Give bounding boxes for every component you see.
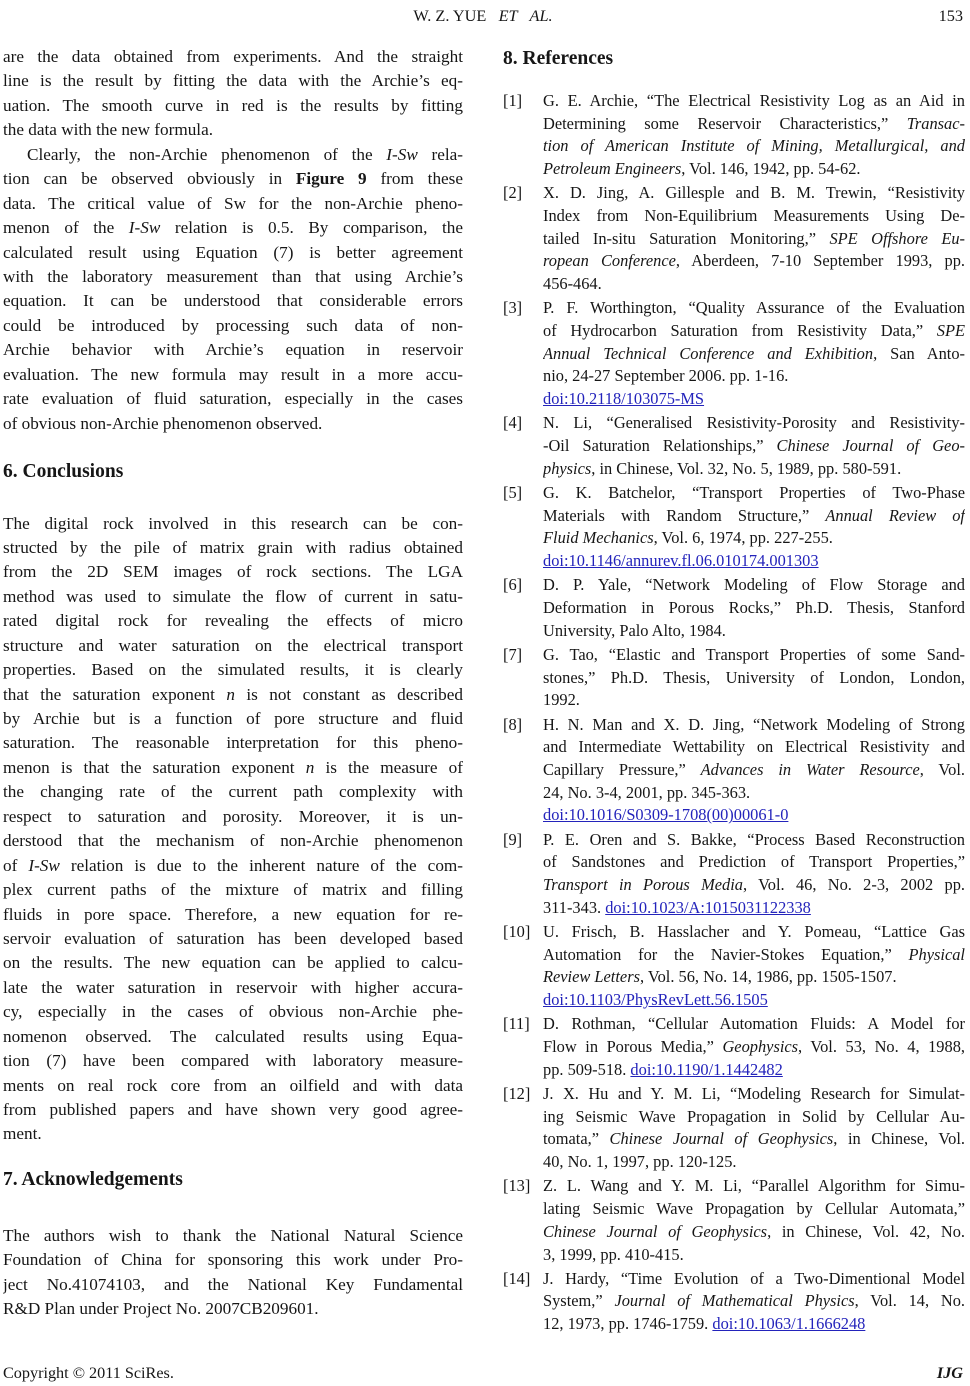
text-line: rated digital rock for revealing the effects of micro: [3, 611, 463, 631]
text-line: Flow in Porous Media,” Geophysics, Vol. 53, No. 4, 1988,: [543, 1037, 965, 1057]
running-title: W. Z. YUE ET AL.: [413, 6, 553, 25]
reference-label: [9]: [503, 829, 523, 849]
reference-label: [11]: [503, 1014, 530, 1034]
reference-text: [543, 90, 965, 181]
text-line: Determining some Reservoir Characteristics,” Transac-: [543, 113, 965, 133]
text-line: Clearly, the non-Archie phenomenon of the I-Sw rela-: [27, 144, 463, 164]
text-line: of obvious non-Archie phenomenon observed.: [3, 413, 323, 433]
text-line: 1992.: [543, 690, 580, 710]
reference-text: [543, 829, 965, 920]
text-line: Petroleum Engineers, Vol. 146, 1942, pp. 54-62.: [543, 159, 861, 179]
page-number: 153: [938, 6, 963, 25]
text-line: University, Palo Alto, 1984.: [543, 620, 726, 640]
text-line: G. Tao, “Elastic and Transport Properties of some Sand-: [543, 645, 965, 665]
section-heading-references: 8. References: [503, 48, 614, 69]
text-line: by Archie but is a function of pore structure and fluid: [3, 709, 463, 728]
text-line: from published papers and have shown very good agree-: [3, 1100, 463, 1119]
text-line: 456-464.: [543, 274, 602, 294]
text-line: saturation. The reasonable interpretation for this pheno-: [3, 733, 463, 753]
text-line: tomata,” Chinese Journal of Geophysics, in Chinese, Vol.: [543, 1129, 965, 1149]
reference-item: [503, 714, 965, 827]
text-line: physics, in Chinese, Vol. 32, No. 5, 1989, pp. 580-591.: [543, 458, 902, 478]
text-line: 12, 1973, pp. 1746-1759. doi:10.1063/1.1666248: [543, 1314, 866, 1334]
text-line: lating Seismic Wave Propagation by Cellular Automata,”: [543, 1199, 965, 1219]
text-line: D. P. Yale, “Network Modeling of Flow Storage and: [543, 575, 965, 595]
text-line: of Hydrocarbon Saturation from Resistivity Data,” SPE: [543, 321, 965, 341]
reference-item: [503, 90, 965, 181]
text-line: menon of the I-Sw relation is 0.5. By comparison, the: [3, 218, 463, 238]
text-line: could be introduced by processing such data of non-: [3, 315, 463, 335]
text-line: Z. L. Wang and Y. M. Li, “Parallel Algorithm for Simu-: [543, 1176, 965, 1196]
journal-abbreviation: IJG: [936, 1364, 963, 1382]
text-line: Materials with Random Structure,” Annual Review of: [543, 505, 965, 525]
text-line: structure and water saturation on the electrical transport: [3, 635, 463, 655]
text-line: ments on real rock core from an oilfield and with data: [3, 1075, 463, 1095]
reference-label: [3]: [503, 298, 523, 318]
text-line: D. Rothman, “Cellular Automation Fluids: A Model for: [543, 1014, 965, 1034]
text-line: The authors wish to thank the National Natural Science: [3, 1225, 463, 1245]
text-line: of Sandstones and Prediction of Transport Properties,”: [543, 852, 965, 872]
reference-text: [543, 1013, 965, 1081]
text-line: Fluid Mechanics, Vol. 6, 1974, pp. 227-255.: [543, 528, 833, 548]
text-line: method was used to simulate the flow of current in satu-: [3, 586, 463, 606]
left-column: [3, 45, 463, 1337]
text-line: J. X. Hu and Y. M. Li, “Modeling Research for Simulat-: [543, 1084, 965, 1104]
text-line: 3, 1999, pp. 410-415.: [543, 1244, 684, 1264]
text-line: data. The critical value of Sw for the non-Archie pheno-: [3, 193, 463, 213]
reference-text: [543, 921, 965, 1012]
paragraph-acknowledgements: [3, 1224, 463, 1322]
reference-item: [503, 412, 965, 480]
text-line: H. N. Man and X. D. Jing, “Network Modeling of Strong: [543, 714, 965, 734]
doi-link[interactable]: doi:10.2118/103075-MS: [543, 389, 705, 409]
doi-link[interactable]: doi:10.1016/S0309-1708(00)00061-0: [543, 805, 789, 825]
text-line: menon is that the saturation exponent n is the measure of: [3, 757, 463, 777]
text-line: cy, especially in the cases of obvious non-Archie phe-: [3, 1002, 463, 1022]
text-line: Deformation in Porous Rocks,” Ph.D. Thesis, Stanford: [543, 598, 965, 618]
text-line: 40, No. 1, 1997, pp. 120-125.: [543, 1152, 737, 1172]
text-line: tion can be observed obviously in Figure 9 from these: [3, 169, 463, 189]
doi-link[interactable]: doi:10.1146/annurev.fl.06.010174.001303: [543, 551, 819, 571]
reference-label: [1]: [503, 91, 523, 110]
text-line: Archie behavior with Archie’s equation in reservoir: [3, 340, 463, 360]
section-heading-acknowledgements: 7. Acknowledgements: [3, 1168, 183, 1190]
text-line: ropean Conference, Aberdeen, 7-10 September 1993, pp.: [543, 251, 965, 271]
text-line: [543, 550, 965, 573]
reference-item: [503, 1268, 965, 1336]
text-line: evaluation. The new formula may result in a more accu-: [3, 364, 463, 384]
references-list: [503, 90, 965, 1336]
reference-text: [543, 1268, 965, 1336]
reference-text: [543, 297, 965, 410]
text-line: P. E. Oren and S. Bakke, “Process Based Reconstruction: [543, 829, 965, 849]
doi-link[interactable]: doi:10.1103/PhysRevLett.56.1505: [543, 990, 768, 1010]
text-line: the data with the new formula.: [3, 120, 214, 140]
reference-text: [543, 644, 965, 712]
text-line: N. Li, “Generalised Resistivity-Porosity and Resistivity-: [543, 413, 965, 433]
text-line: pp. 509-518. doi:10.1190/1.1442482: [543, 1059, 783, 1079]
reference-item: [503, 921, 965, 1012]
text-line: properties. Based on the simulated results, it is clearly: [3, 660, 463, 680]
doi-link[interactable]: doi:10.1023/A:1015031122338: [605, 897, 811, 917]
text-line: Index from Non-Equilibrium Measurements Using De-: [543, 206, 965, 226]
text-line: 24, No. 3-4, 2001, pp. 345-363.: [543, 782, 751, 802]
text-line: P. F. Worthington, “Quality Assurance of the Evaluation: [543, 298, 965, 318]
text-line: Review Letters, Vol. 56, No. 14, 1986, pp. 1505-1507.: [543, 967, 897, 987]
text-line: ment.: [3, 1124, 42, 1144]
paragraph-figure-discussion: [3, 45, 463, 143]
text-line: equation. It can be understood that considerable errors: [3, 291, 463, 311]
reference-item: [503, 1083, 965, 1174]
text-line: calculated result using Equation (7) is better agreement: [3, 242, 463, 262]
reference-label: [7]: [503, 645, 523, 665]
text-line: derstood that the mechanism of non-Archie phenomenon: [3, 831, 463, 851]
text-line: late the water saturation in reservoir with higher accura-: [3, 977, 463, 997]
text-line: [543, 388, 965, 411]
text-line: and Intermediate Wettability on Electrical Resistivity and: [543, 737, 965, 757]
text-line: nomenon observed. The calculated results using Equa-: [3, 1026, 463, 1046]
text-line: plex current paths of the mixture of matrix and filling: [3, 880, 463, 900]
text-line: 311-343. doi:10.1023/A:1015031122338: [543, 897, 811, 917]
reference-label: [10]: [503, 922, 531, 942]
reference-item: [503, 1013, 965, 1081]
paragraph-conclusions: [3, 512, 463, 1147]
text-line: respect to saturation and porosity. Moreover, it is un-: [3, 806, 463, 826]
reference-item: [503, 482, 965, 573]
reference-label: [4]: [503, 413, 523, 433]
reference-item: [503, 574, 965, 642]
text-line: nio, 24-27 September 2006. pp. 1-16.: [543, 366, 789, 386]
doi-link[interactable]: doi:10.1063/1.1666248: [712, 1314, 866, 1334]
reference-item: [503, 297, 965, 410]
reference-item: [503, 182, 965, 295]
text-line: Chinese Journal of Geophysics, in Chinese, Vol. 42, No.: [543, 1221, 965, 1241]
text-line: tion (7) have been compared with laboratory measure-: [3, 1051, 463, 1071]
text-line: servoir evaluation of saturation has been developed based: [3, 928, 463, 948]
text-line: Annual Technical Conference and Exhibition, San Anto-: [543, 343, 965, 363]
text-line: ing Seismic Wave Propagation in Solid by Cellular Au-: [543, 1106, 965, 1126]
text-line: on the results. The new equation can be applied to calcu-: [3, 953, 463, 973]
text-line: of I-Sw relation is due to the inherent nature of the com-: [3, 855, 463, 875]
reference-label: [2]: [503, 183, 523, 203]
reference-label: [14]: [503, 1268, 531, 1288]
text-line: tion of American Institute of Mining, Metallurgical, and: [543, 136, 965, 156]
reference-item: [503, 644, 965, 712]
text-line: Automation for the Navier-Stokes Equation,” Physical: [543, 944, 965, 964]
paragraph-non-archie-discussion: [3, 143, 463, 436]
text-line: Transport in Porous Media, Vol. 46, No. 2-3, 2002 pp.: [543, 875, 965, 895]
text-line: the changing rate of the current path complexity with: [3, 782, 463, 802]
text-line: Foundation of China for sponsoring this work under Pro-: [3, 1250, 463, 1270]
text-line: from the 2D SEM images of rock sections. The LGA: [3, 562, 463, 582]
text-line: The digital rock involved in this research can be con-: [3, 513, 463, 533]
text-line: G. E. Archie, “The Electrical Resistivity Log as an Aid in: [543, 91, 965, 110]
reference-item: [503, 1175, 965, 1266]
text-line: -Oil Saturation Relationships,” Chinese Journal of Geo-: [543, 436, 965, 456]
text-line: with the laboratory measurement than that using Archie’s: [3, 266, 463, 286]
text-line: uation. The smooth curve in red is the results by fitting: [3, 95, 463, 115]
reference-text: [543, 1175, 965, 1266]
text-line: [543, 989, 965, 1012]
text-line: [543, 804, 965, 827]
page-footer: [3, 1362, 963, 1384]
reference-item: [503, 829, 965, 920]
reference-text: [543, 574, 965, 642]
text-line: structed by the pile of matrix grain with radius obtained: [3, 537, 463, 557]
text-line: stones,” Ph.D. Thesis, University of London, London,: [543, 667, 965, 687]
content-columns: [3, 45, 965, 1337]
text-line: tailed In-situ Saturation Monitoring,” SPE Offshore Eu-: [543, 228, 965, 248]
text-line: R&D Plan under Project No. 2007CB209601.: [3, 1299, 319, 1319]
text-line: line is the result by fitting the data with the Archie’s eq-: [3, 71, 463, 91]
reference-text: [543, 182, 965, 295]
text-line: J. Hardy, “Time Evolution of a Two-Dimentional Model: [543, 1268, 965, 1288]
text-line: fluids in pore space. Therefore, a new equation for re-: [3, 904, 463, 924]
reference-text: [543, 482, 965, 573]
reference-label: [6]: [503, 575, 523, 595]
text-line: ject No.41074103, and the National Key Fundamental: [3, 1274, 463, 1294]
copyright-notice: Copyright © 2011 SciRes.: [3, 1364, 174, 1382]
text-line: Capillary Pressure,” Advances in Water Resource, Vol.: [543, 760, 965, 780]
doi-link[interactable]: doi:10.1190/1.1442482: [630, 1059, 783, 1079]
text-line: U. Frisch, B. Hasslacher and Y. Pomeau, “Lattice Gas: [543, 922, 965, 942]
right-column: [503, 45, 965, 1337]
text-line: System,” Journal of Mathematical Physics, Vol. 14, No.: [543, 1291, 965, 1311]
text-line: rate evaluation of fluid saturation, especially in the cases: [3, 389, 463, 409]
text-line: are the data obtained from experiments. And the straight: [3, 47, 463, 66]
section-heading-conclusions: 6. Conclusions: [3, 460, 124, 482]
reference-text: [543, 412, 965, 480]
page-header: [3, 5, 963, 29]
reference-text: [543, 1083, 965, 1174]
reference-label: [12]: [503, 1084, 531, 1104]
reference-label: [13]: [503, 1176, 531, 1196]
text-line: G. K. Batchelor, “Transport Properties of Two-Phase: [543, 483, 965, 503]
text-line: that the saturation exponent n is not constant as described: [3, 684, 463, 704]
reference-text: [543, 714, 965, 827]
text-line: X. D. Jing, A. Gillesple and B. M. Trewin, “Resistivity: [543, 183, 965, 203]
reference-label: [5]: [503, 483, 523, 503]
reference-label: [8]: [503, 714, 523, 734]
